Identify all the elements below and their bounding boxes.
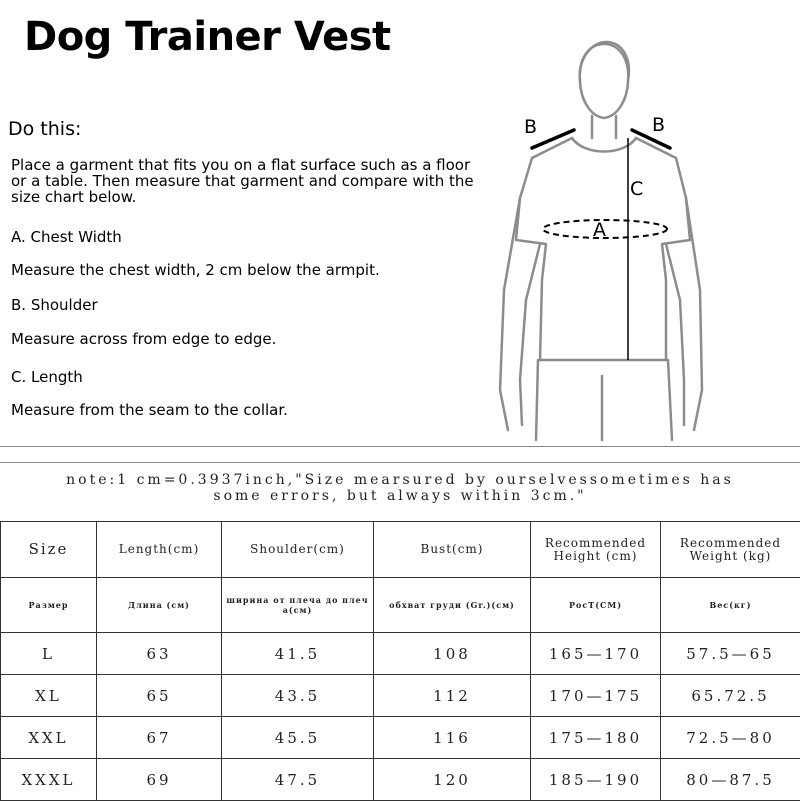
header-weight: Recommended Weight (kg) [661, 522, 800, 578]
page-title: Dog Trainer Vest [24, 14, 391, 60]
cell-size: L [1, 633, 97, 675]
cell-shoulder: 41.5 [222, 633, 374, 675]
header-row [1, 522, 800, 578]
cell-length: 63 [97, 633, 222, 675]
head-outline [580, 44, 629, 118]
cell-weight: 65.72.5 [661, 675, 800, 717]
table-row [1, 759, 800, 801]
size-chart-table [0, 521, 800, 801]
cell-length: 67 [97, 717, 222, 759]
header-row-ru [1, 578, 800, 633]
cell-weight: 57.5—65 [661, 633, 800, 675]
measurement-figure [480, 30, 720, 450]
cell-height: 185—190 [531, 759, 661, 801]
header-ru-length: Длина (cм) [97, 578, 222, 633]
instructions-heading: Do this: [8, 118, 81, 140]
header-size: Size [1, 522, 97, 578]
cell-size: XXL [1, 717, 97, 759]
cell-weight: 72.5—80 [661, 717, 800, 759]
cell-bust: 116 [374, 717, 531, 759]
header-length: Length(cm) [97, 522, 222, 578]
table-row [1, 717, 800, 759]
cell-bust: 120 [374, 759, 531, 801]
cell-shoulder: 47.5 [222, 759, 374, 801]
cell-length: 65 [97, 675, 222, 717]
label-b-left: B [524, 116, 537, 138]
cell-shoulder: 43.5 [222, 675, 374, 717]
length-label: C. Length [11, 369, 83, 385]
table-row [1, 633, 800, 675]
divider-top [0, 446, 800, 447]
instructions-intro: Place a garment that fits you on a flat surface such as a floor or a table. Then measure that garment and compare with the size chart below. [11, 157, 481, 205]
neck-outline [592, 116, 616, 138]
cell-bust: 108 [374, 633, 531, 675]
cell-length: 69 [97, 759, 222, 801]
cell-size: XXXL [1, 759, 97, 801]
cell-size: XL [1, 675, 97, 717]
header-ru-size: Размер [1, 578, 97, 633]
divider-bottom [0, 462, 800, 463]
header-ru-bust: обхват груди (Gr.)(cм) [374, 578, 531, 633]
left-arm-outline [500, 198, 540, 430]
right-arm-outline [666, 198, 702, 430]
cell-height: 170—175 [531, 675, 661, 717]
cell-height: 165—170 [531, 633, 661, 675]
cell-weight: 80—87.5 [661, 759, 800, 801]
label-b-right: B [652, 114, 665, 136]
waist-outline [536, 360, 672, 440]
label-a: A [593, 219, 606, 241]
collar-outline [572, 138, 636, 152]
cell-bust: 112 [374, 675, 531, 717]
chest-width-label: A. Chest Width [11, 229, 122, 245]
chest-width-desc: Measure the chest width, 2 cm below the armpit. [11, 262, 380, 278]
torso-outline [516, 138, 690, 360]
header-ru-shoulder: ширина от плеча до плеч а(cм) [222, 578, 374, 633]
size-note: note:1 cm=0.3937inch,"Size mearsured by ourselvessometimes has some errors, but always within 3cm." [60, 472, 740, 504]
cell-height: 175—180 [531, 717, 661, 759]
shoulder-desc: Measure across from edge to edge. [11, 331, 276, 347]
cell-shoulder: 45.5 [222, 717, 374, 759]
header-bust: Bust(cm) [374, 522, 531, 578]
length-desc: Measure from the seam to the collar. [11, 402, 288, 418]
table-row [1, 675, 800, 717]
label-c: C [630, 178, 643, 200]
header-height: Recommended Height (cm) [531, 522, 661, 578]
hair-outline [580, 42, 629, 80]
header-shoulder: Shoulder(cm) [222, 522, 374, 578]
header-ru-height: РосТ(CM) [531, 578, 661, 633]
shoulder-label: B. Shoulder [11, 297, 98, 313]
header-ru-weight: Вес(кг) [661, 578, 800, 633]
